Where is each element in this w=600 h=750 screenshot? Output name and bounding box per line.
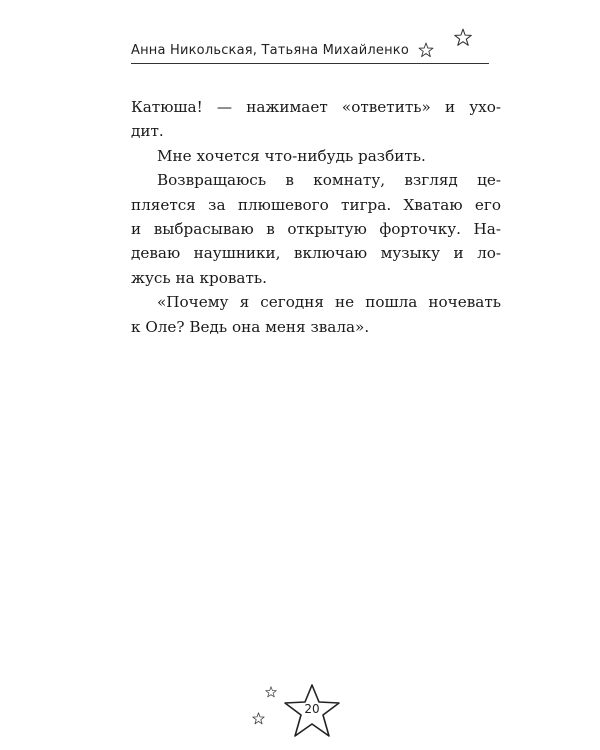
star-icon — [252, 712, 265, 725]
text-line: Мне хочется что-нибудь разбить. — [157, 146, 426, 165]
star-icon — [265, 686, 277, 698]
text-line: Возвращаюсь в комнату, взгляд це- — [157, 171, 501, 190]
text-line: деваю наушники, включаю музыку и ло- — [131, 244, 501, 263]
text-line: Катюша! — нажимает «ответить» и ухо- — [131, 98, 501, 116]
paragraph — [131, 168, 501, 290]
paragraph — [131, 144, 501, 168]
paragraph — [131, 290, 501, 339]
page-number-badge — [281, 682, 343, 742]
text-line: к Оле? Ведь она меня звала». — [131, 317, 370, 336]
text-line: «Почему я сегодня не пошла ночевать — [157, 293, 501, 312]
text-line: пляется за плюшевого тигра. Хватаю его — [131, 195, 501, 214]
text-line: жусь на кровать. — [131, 268, 267, 287]
body-text — [131, 95, 501, 339]
text-line: дит. — [131, 122, 164, 141]
paragraph — [131, 95, 501, 144]
text-line: и выбрасываю в открытую форточку. На- — [131, 220, 501, 239]
header-rule — [131, 63, 489, 64]
running-head: Анна Никольская, Татьяна Михайленко — [131, 43, 409, 58]
star-icon — [453, 28, 473, 47]
star-icon — [418, 42, 434, 58]
page-number: 20 — [304, 702, 320, 716]
